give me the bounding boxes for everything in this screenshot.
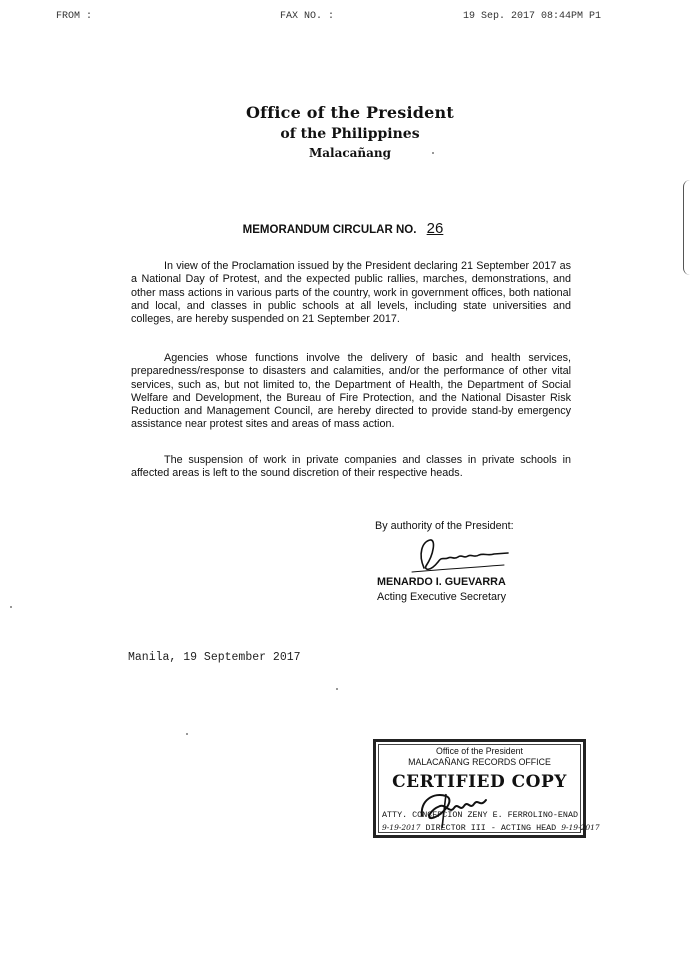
paragraph-private [131, 454, 571, 481]
scan-speck [186, 733, 188, 735]
scan-speck [336, 688, 338, 690]
letterhead [230, 103, 470, 160]
paragraph-suspension [131, 260, 571, 326]
paragraph-text: In view of the Proclamation issued by the President declaring 21 September 2017 as a National Day of Protest, and the expected public rallies, marches, demonstrations, and other mass actions in various parts of the country, work in government offices, both national and local, and classes in public schools at all levels, including state universities and colleges, are hereby suspended on 21 September 2017. [131, 260, 571, 326]
place-and-date: Manila, 19 September 2017 [128, 651, 301, 664]
circular-title: MEMORANDUM CIRCULAR NO. [242, 224, 417, 236]
scan-speck [10, 606, 12, 608]
letterhead-office: Office of the President [246, 103, 454, 122]
certified-copy-stamp [373, 739, 600, 838]
fax-datetime: 19 Sep. 2017 08:44PM P1 [463, 11, 602, 22]
stamp-handwritten-date-right: 9-19-2017 [561, 823, 600, 832]
fax-number-label: FAX NO. : [280, 11, 335, 22]
letterhead-palace: Malacañang [308, 146, 392, 160]
handwritten-signature [404, 534, 514, 578]
stamp-officer-name: ATTY. CONCEPCION ZENY E. FERROLINO-ENAD [382, 810, 579, 820]
paragraph-text: The suspension of work in private companies and classes in private schools in affected areas is left to the sound discretion of their respective heads. [131, 454, 571, 480]
signatory-name: MENARDO I. GUEVARRA [377, 576, 506, 588]
stamp-officer-role [382, 823, 600, 833]
stamp-office: Office of the President [436, 746, 523, 756]
signatory-title: Acting Executive Secretary [377, 591, 507, 603]
paragraph-text: Agencies whose functions involve the delivery of basic and health services, preparedness/response to disasters and calamities, and/or the performance of other vital services, such as, but not limited to, the Department of Health, the Department of Social Welfare and Development, the Bureau of Fire Protection, and the National Disaster Risk Reduction and Management Council, are hereby directed to provide stand-by emergency assistance near protest sites and areas of mass action. [131, 352, 571, 431]
authority-line: By authority of the President: [375, 520, 514, 532]
fax-from-label: FROM : [56, 11, 93, 22]
stamp-officer-role-text: DIRECTOR III - ACTING HEAD [425, 823, 557, 833]
paragraph-agencies [131, 352, 571, 432]
stamp-handwritten-date-left: 9-19-2017 [382, 823, 421, 832]
circular-number: 26 [426, 220, 444, 237]
letterhead-country: of the Philippines [280, 126, 420, 142]
scan-speck [432, 152, 434, 154]
circular-heading [0, 220, 690, 237]
stamp-records-office: MALACAÑANG RECORDS OFFICE [408, 757, 551, 767]
stamp-certified-copy: CERTIFIED COPY [392, 772, 567, 792]
